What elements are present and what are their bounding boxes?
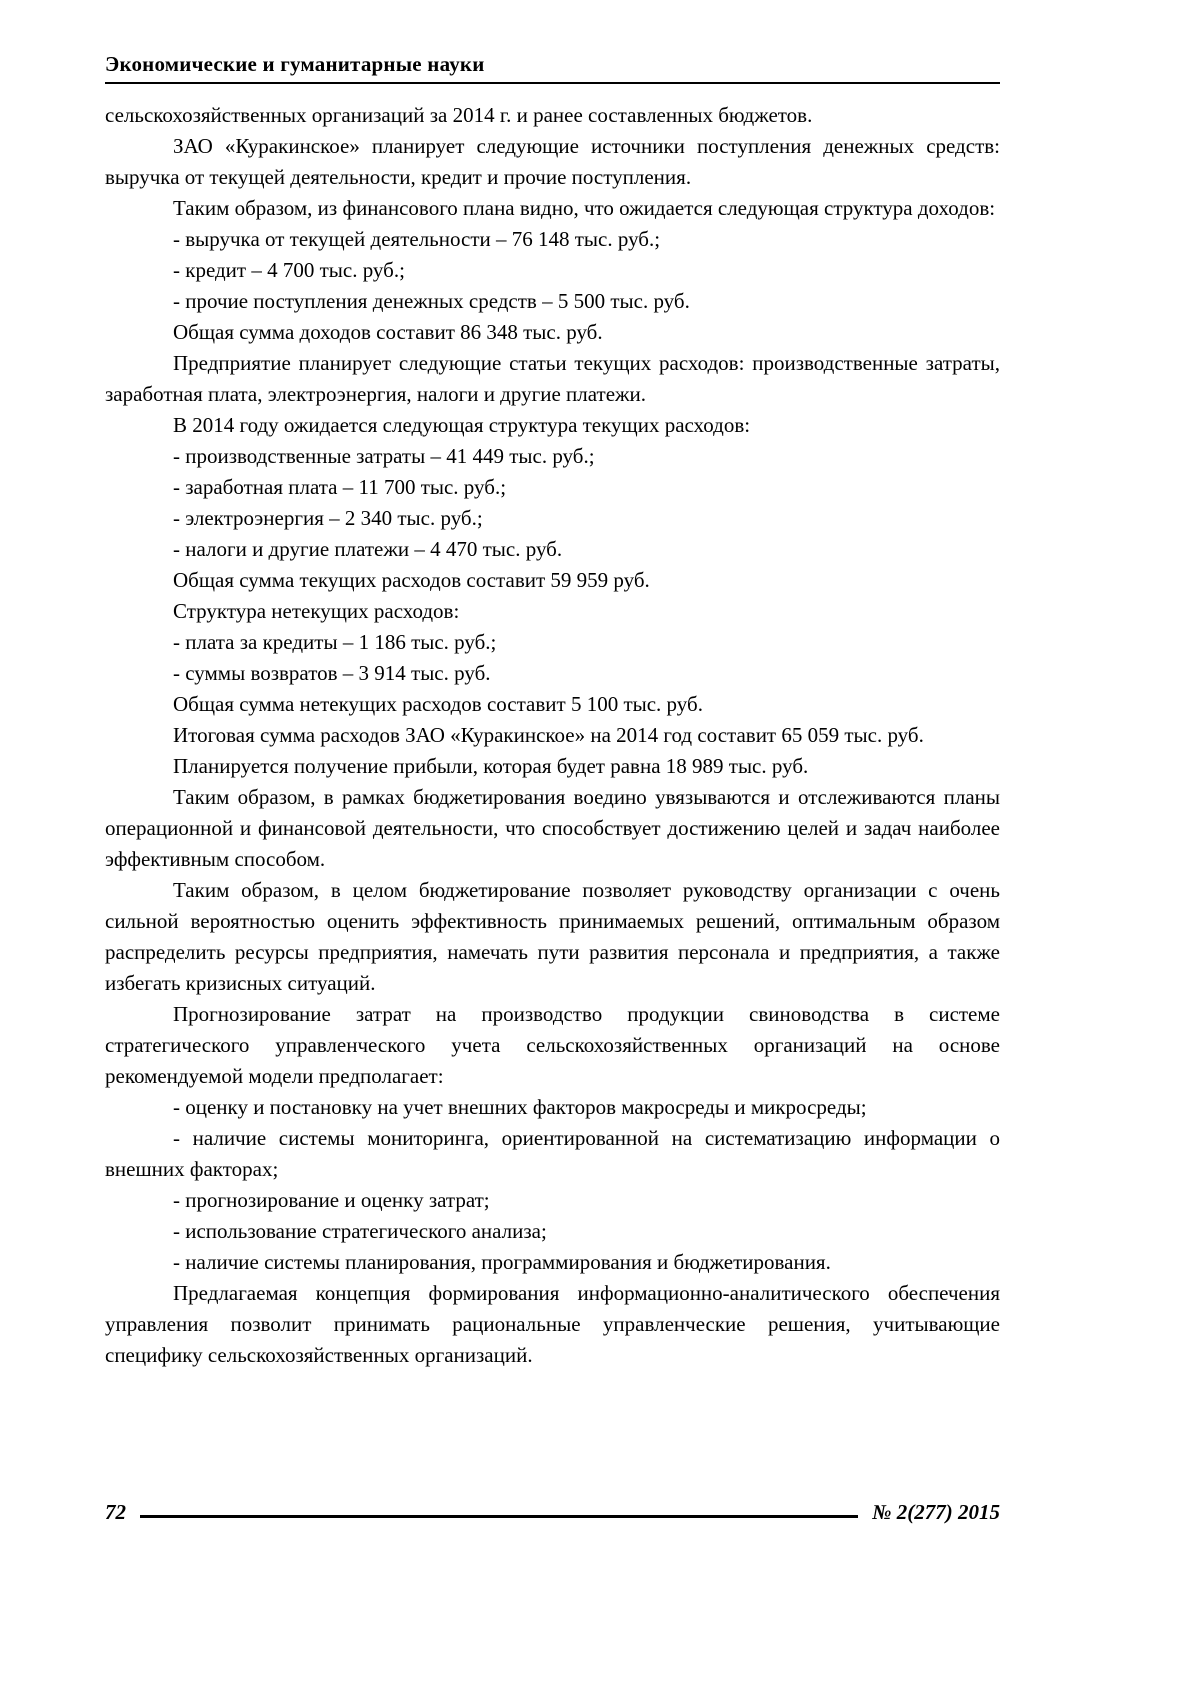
list-item: - выручка от текущей деятельности – 76 148 тыс. руб.; [173, 227, 661, 251]
page-body [105, 100, 1000, 1371]
list-item: - кредит – 4 700 тыс. руб.; [173, 258, 405, 282]
list-item: - заработная плата – 11 700 тыс. руб.; [173, 475, 507, 499]
paragraph: Таким образом, из финансового плана видно, что ожидается следующая структура доходов: [173, 196, 996, 220]
page-number: 72 [105, 1500, 126, 1524]
paragraph: Общая сумма доходов составит 86 348 тыс. руб. [173, 320, 603, 344]
paragraph: Таким образом, в рамках бюджетирования воедино увязываются и отслеживаются планы операционной и финансовой деятельности, что способствует достижению целей и задач наиболее эффективным способом. [105, 785, 1000, 871]
list-item: - оценку и постановку на учет внешних факторов макросреды и микросреды; [173, 1095, 867, 1119]
running-header [105, 52, 1000, 84]
page-footer [105, 1500, 1000, 1525]
journal-header-title: Экономические и гуманитарные науки [105, 52, 485, 76]
paragraph: Итоговая сумма расходов ЗАО «Куракинское» на 2014 год составит 65 059 тыс. руб. [173, 723, 924, 747]
paragraph: Общая сумма нетекущих расходов составит 5 100 тыс. руб. [173, 692, 703, 716]
list-item: - плата за кредиты – 1 186 тыс. руб.; [173, 630, 497, 654]
paragraph: Общая сумма текущих расходов составит 59 959 руб. [173, 568, 650, 592]
paragraph: Прогнозирование затрат на производство продукции свиноводства в системе стратегического управленческого учета сельскохозяйственных организаций на основе рекомендуемой модели предполагает: [105, 1002, 1000, 1088]
list-item: - суммы возвратов – 3 914 тыс. руб. [173, 661, 491, 685]
paragraph: Предлагаемая концепция формирования информационно-аналитического обеспечения управления позволит принимать рациональные управленческие решения, учитывающие специфику сельскохозяйственных организаций. [105, 1281, 1000, 1367]
issue-label: № 2(277) 2015 [872, 1500, 1000, 1524]
list-item: - использование стратегического анализа; [173, 1219, 547, 1243]
paragraph: сельскохозяйственных организаций за 2014 г. и ранее составленных бюджетов. [105, 103, 813, 127]
paragraph: Структура нетекущих расходов: [173, 599, 460, 623]
footer-rule [140, 1500, 858, 1518]
list-item: - прочие поступления денежных средств – 5 500 тыс. руб. [173, 289, 690, 313]
list-item: - налоги и другие платежи – 4 470 тыс. руб. [173, 537, 563, 561]
paragraph: ЗАО «Куракинское» планирует следующие источники поступления денежных средств: выручка от текущей деятельности, кредит и прочие поступления. [105, 134, 1000, 189]
list-item: - наличие системы планирования, программирования и бюджетирования. [173, 1250, 831, 1274]
list-item: - электроэнергия – 2 340 тыс. руб.; [173, 506, 483, 530]
list-item: - наличие системы мониторинга, ориентированной на систематизацию информации о внешних факторах; [105, 1126, 1000, 1181]
list-item: - прогнозирование и оценку затрат; [173, 1188, 490, 1212]
paragraph: Таким образом, в целом бюджетирование позволяет руководству организации с очень сильной вероятностью оценить эффективность принимаемых решений, оптимальным образом распределить ресурсы предприятия, намечать пути развития персонала и предприятия, а также избегать кризисных ситуаций. [105, 878, 1000, 995]
list-item: - производственные затраты – 41 449 тыс. руб.; [173, 444, 595, 468]
paragraph: Предприятие планирует следующие статьи текущих расходов: производственные затраты, заработная плата, электроэнергия, налоги и другие платежи. [105, 351, 1000, 406]
paragraph: В 2014 году ожидается следующая структура текущих расходов: [173, 413, 751, 437]
paragraph: Планируется получение прибыли, которая будет равна 18 989 тыс. руб. [173, 754, 809, 778]
